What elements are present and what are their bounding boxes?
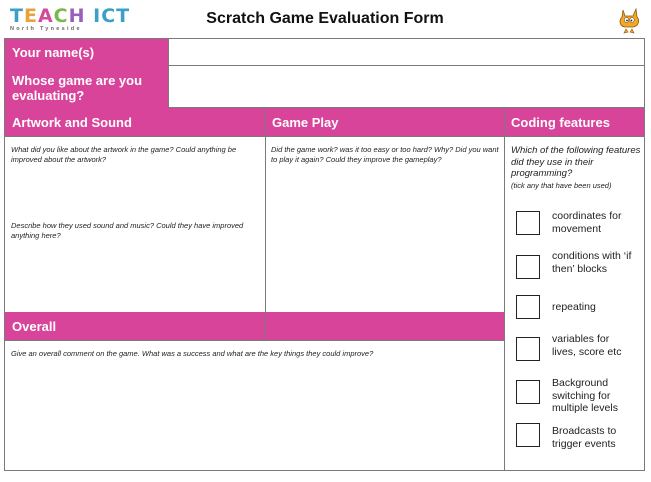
checkbox-background[interactable]: [516, 380, 540, 404]
checkbox-broadcasts[interactable]: [516, 423, 540, 447]
your-name-label: Your name(s): [5, 39, 168, 65]
overall-heading-filler: [265, 312, 504, 340]
divider: [5, 340, 504, 341]
table-border-top: [5, 38, 644, 39]
gameplay-heading: Game Play: [265, 108, 504, 136]
logo-wordmark: TEACH ICT: [10, 5, 131, 27]
divider: [265, 108, 266, 340]
divider: [168, 107, 644, 108]
table-border-bottom: [5, 470, 644, 471]
divider: [168, 65, 644, 66]
checkbox-conditions[interactable]: [516, 255, 540, 279]
divider: [5, 136, 644, 137]
overall-heading: Overall: [5, 312, 265, 340]
checkbox-label-coordinates: coordinates for movement: [552, 210, 622, 235]
checkbox-label-broadcasts: Broadcasts to trigger events: [552, 425, 617, 450]
divider: [168, 38, 169, 108]
scratch-cat-icon: [614, 4, 644, 34]
overall-input-area[interactable]: [5, 340, 504, 470]
checkbox-label-conditions: conditions with ‘if then’ blocks: [552, 250, 632, 275]
checkbox-label-variables: variables for lives, score etc: [552, 333, 622, 358]
checkbox-label-background: Background switching for multiple levels: [552, 377, 618, 414]
checkbox-label-repeating: repeating: [552, 301, 596, 313]
checkbox-repeating[interactable]: [516, 295, 540, 319]
artwork-prompt-2: Describe how they used sound and music? Could they have improved anything here?: [11, 221, 244, 240]
your-name-input[interactable]: [168, 39, 644, 65]
coding-hint: (tick any that have been used): [511, 181, 612, 190]
artwork-prompt-1: What did you like about the artwork in the game? Could anything be improved about the artwork?: [11, 145, 237, 164]
divider: [504, 108, 505, 471]
overall-prompt: Give an overall comment on the game. What was a success and what are the key things they could improve?: [11, 349, 374, 358]
checkbox-coordinates[interactable]: [516, 211, 540, 235]
teach-ict-logo: [10, 5, 131, 36]
table-border-left: [4, 38, 5, 471]
table-border-right: [644, 38, 645, 471]
coding-intro: Which of the following features did they use in their programming?: [511, 145, 641, 179]
gameplay-prompt: Did the game work? was it too easy or too hard? Why? Did you want to play it again? Could they improve the gameplay?: [271, 145, 499, 164]
checkbox-variables[interactable]: [516, 337, 540, 361]
artwork-heading: Artwork and Sound: [5, 108, 265, 136]
whose-game-label: Whose game are you evaluating?: [5, 65, 168, 108]
coding-heading: Coding features: [504, 108, 644, 136]
whose-game-input[interactable]: [168, 65, 644, 108]
page-title: Scratch Game Evaluation Form: [206, 10, 444, 27]
logo-subtitle: North Tyneside: [10, 26, 82, 32]
